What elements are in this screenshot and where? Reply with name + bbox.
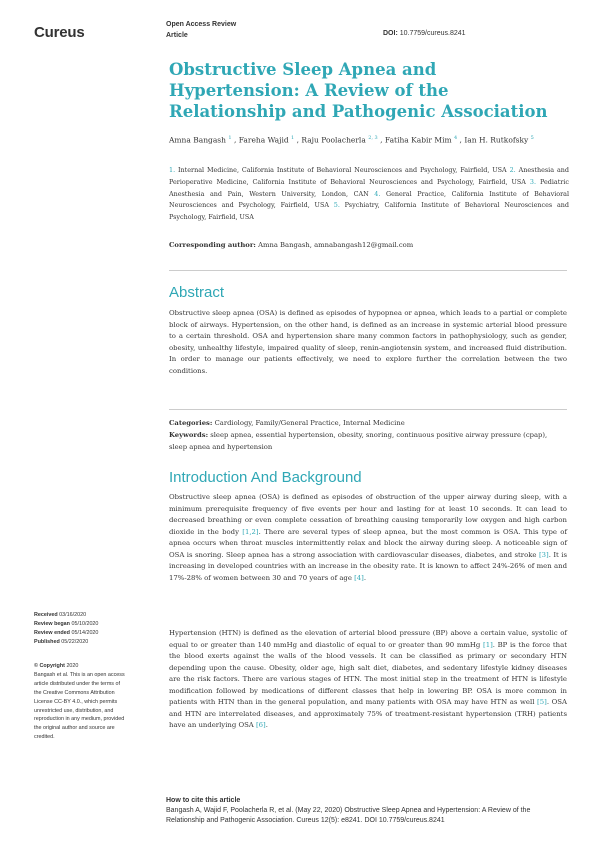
cite-text: Bangash A, Wajid F, Poolacherla R, et al. (May 22, 2020) Obstructive Sleep Apnea and Hypertension: A Review of the Relationship and Pathogenic Association. Cureus 12(5): e8241. DOI 10.7759/cureus.8241 [166,807,531,824]
citation-link[interactable]: [1,2] [242,527,259,536]
categories-text: Cardiology, Family/General Practice, Internal Medicine [214,419,405,427]
affiliation-text: Pediatric Anesthesia and Pain, Western University, London, CAN [169,177,569,198]
cite-label: How to cite this article [166,797,241,804]
keywords-text: sleep apnea, essential hypertension, obesity, snoring, continuous positive airway pressure (cpap), sleep apnea and hypertension [169,431,548,451]
affiliation-number: 3. [529,177,540,186]
author-name: Raju Poolacherla [301,135,366,145]
date-label: Published [34,638,62,645]
keywords-label: Keywords: [169,431,209,439]
paragraph-text: . BP is the force that the blood exerts against the walls of the blood vessels. It can be classified as primary or secondary HTN depending upon the cause. Obesity, older age, high salt diet, diabetes, and sedentary lifestyle kidney diseases are the risk factors. There are various stages of HTN. The most initial step in the treatment of HTN is lifestyle modification followed by medications of different classes that help in lowering BP. OSA is more common in patients with HTN than in the general population, and many patients with OSA may have HTN as well [169,640,567,706]
journal-logo: Cureus [34,24,85,41]
date-row [34,611,134,620]
affiliation-text: Internal Medicine, California Institute of Behavioral Neurosciences and Psychology, Fairfield, USA [178,166,510,174]
doi-value[interactable]: 10.7759/cureus.8241 [399,30,466,37]
intro-paragraph-1 [169,492,567,584]
article-label: Article [166,32,188,39]
publication-dates [34,611,134,647]
open-access-label: Open Access Review [166,21,237,28]
corresponding-label: Corresponding author: [169,241,256,249]
paragraph-text: . There are several types of sleep apnea, but the most common is OSA. This type of apnea occurs when throat muscles intermittently relax and block the airway during sleep. A noticeable sign of OSA is snoring. Sleep apnea has a strong association with cardiovascular diseases, diabetes, and stroke [169,527,567,559]
author-affiliation-ref[interactable]: 5 [530,135,534,141]
author-name: Ian H. Rutkofsky [464,135,529,145]
affiliation-text: Anesthesia and Perioperative Medicine, California Institute of Behavioral Neurosciences and Psychology, Fairfield, USA [169,166,569,186]
date-value: 05/10/2020 [71,620,99,627]
abstract-text: Obstructive sleep apnea (OSA) is defined as episodes of hypopnea or apnea, which leads to a partial or complete block of airways. Hypertension, on the other hand, is defined as an increase in systemic arterial blood pressure to a certain threshold. OSA and hypertension share many common factors in pathophysiology, such as gender, obesity, unhealthy lifestyle, impaired quality of sleep, renin-angiotensin system, and increased fluid distribution. In order to manage our patients effectively, we need to explore further the correlation between the two conditions. [169,309,567,375]
date-row [34,629,134,638]
author-separator: , [377,135,385,145]
divider [169,270,567,271]
categories-label: Categories: [169,419,213,427]
paragraph-text: Hypertension (HTN) is defined as the elevation of arterial blood pressure (BP) above a certain value, systolic of equal to or greater than 140 mmHg and diastolic of equal to or greater than 90 mmHg [169,629,567,649]
affiliation-number: 1. [169,166,179,174]
how-to-cite [166,796,566,826]
copyright-label: © Copyright [34,663,65,669]
corresponding-author [169,241,413,249]
author-name: Fatiha Kabir Mim [384,135,452,145]
author-affiliation-ref[interactable]: 1 [228,135,232,141]
date-label: Received [34,612,60,618]
date-row [34,638,134,647]
abstract-heading: Abstract [169,284,225,301]
copyright-year: 2020 [66,663,79,669]
doi-label: DOI: [383,30,398,37]
article-title: Obstructive Sleep Apnea and Hypertension: A Review of the Relationship and Pathogenic Association [169,60,548,121]
date-label: Review began [34,620,72,627]
article-type [166,19,236,41]
date-label: Review ended [34,629,72,636]
author-separator: , [457,135,465,145]
author-affiliation-ref[interactable]: 2, 3 [368,135,378,141]
paragraph-text: . OSA and HTN are interrelated diseases, and approximately 75% of treatment-resistant hypertension (TRH) patients have an underlying OSA [169,698,567,729]
author-separator: , [231,135,239,145]
copyright-line [34,662,134,671]
paragraph-text: . It is increasing in developed countries with an increase in the obesity rate. It is known to affect 24%-26% of men and 17%-28% of women between 30 and 70 years of age [169,550,567,582]
affiliation-number: 5. [333,201,345,210]
author-affiliation-ref[interactable]: 1 [291,135,295,141]
date-value: 05/22/2020 [61,638,89,645]
divider [169,409,567,410]
author-name: Fareha Wajid [238,135,289,145]
intro-paragraph-2 [169,628,567,732]
license-text: Bangash et al. This is an open access article distributed under the terms of the Creative Commons Attribution License CC-BY 4.0., which permits unrestricted use, distribution, and reproduction in any medium, provided the original author and source are credited. [34,671,125,741]
paragraph-text: . [363,573,367,582]
affiliation-number: 2. [509,166,519,174]
author-affiliation-ref[interactable]: 4 [453,135,458,141]
date-value: 05/14/2020 [71,629,99,636]
paragraph-text: . [265,721,268,729]
author-list [169,135,579,145]
affiliation-text: General Practice, California Institute of Behavioral Neurosciences and Psychology, Fairfield, USA [169,189,569,210]
citation-link[interactable]: [5] [537,698,547,706]
intro-heading: Introduction And Background [169,469,362,486]
author-separator: , [294,135,302,145]
affiliation-number: 4. [374,189,386,198]
date-row [34,620,134,629]
keywords [169,430,567,453]
citation-link[interactable]: [1] [483,640,493,649]
author-name: Amna Bangash [169,135,226,145]
citation-link[interactable]: [4] [354,573,364,582]
citation-link[interactable]: [3] [538,550,549,559]
paragraph-text: Obstructive sleep apnea (OSA) is defined as episodes of obstruction of the upper airway during sleep, with a minimum prerequisite frequency of five events per hour and lasting for at least 10 seconds. It can lead to decreased breathing or even complete cessation of breathing causing temporarily low oxygen and high carbon dioxide in the body [169,493,567,536]
categories [169,418,567,430]
doi [383,30,466,37]
copyright-block [34,662,134,742]
citation-link[interactable]: [6] [255,721,266,729]
corresponding-text[interactable]: Amna Bangash, amnabangash12@gmail.com [258,241,414,249]
affiliation-text: Psychiatry, California Institute of Behavioral Neurosciences and Psychology, Fairfield, USA [169,201,569,222]
affiliations [169,165,569,224]
date-value: 03/16/2020 [59,612,87,618]
